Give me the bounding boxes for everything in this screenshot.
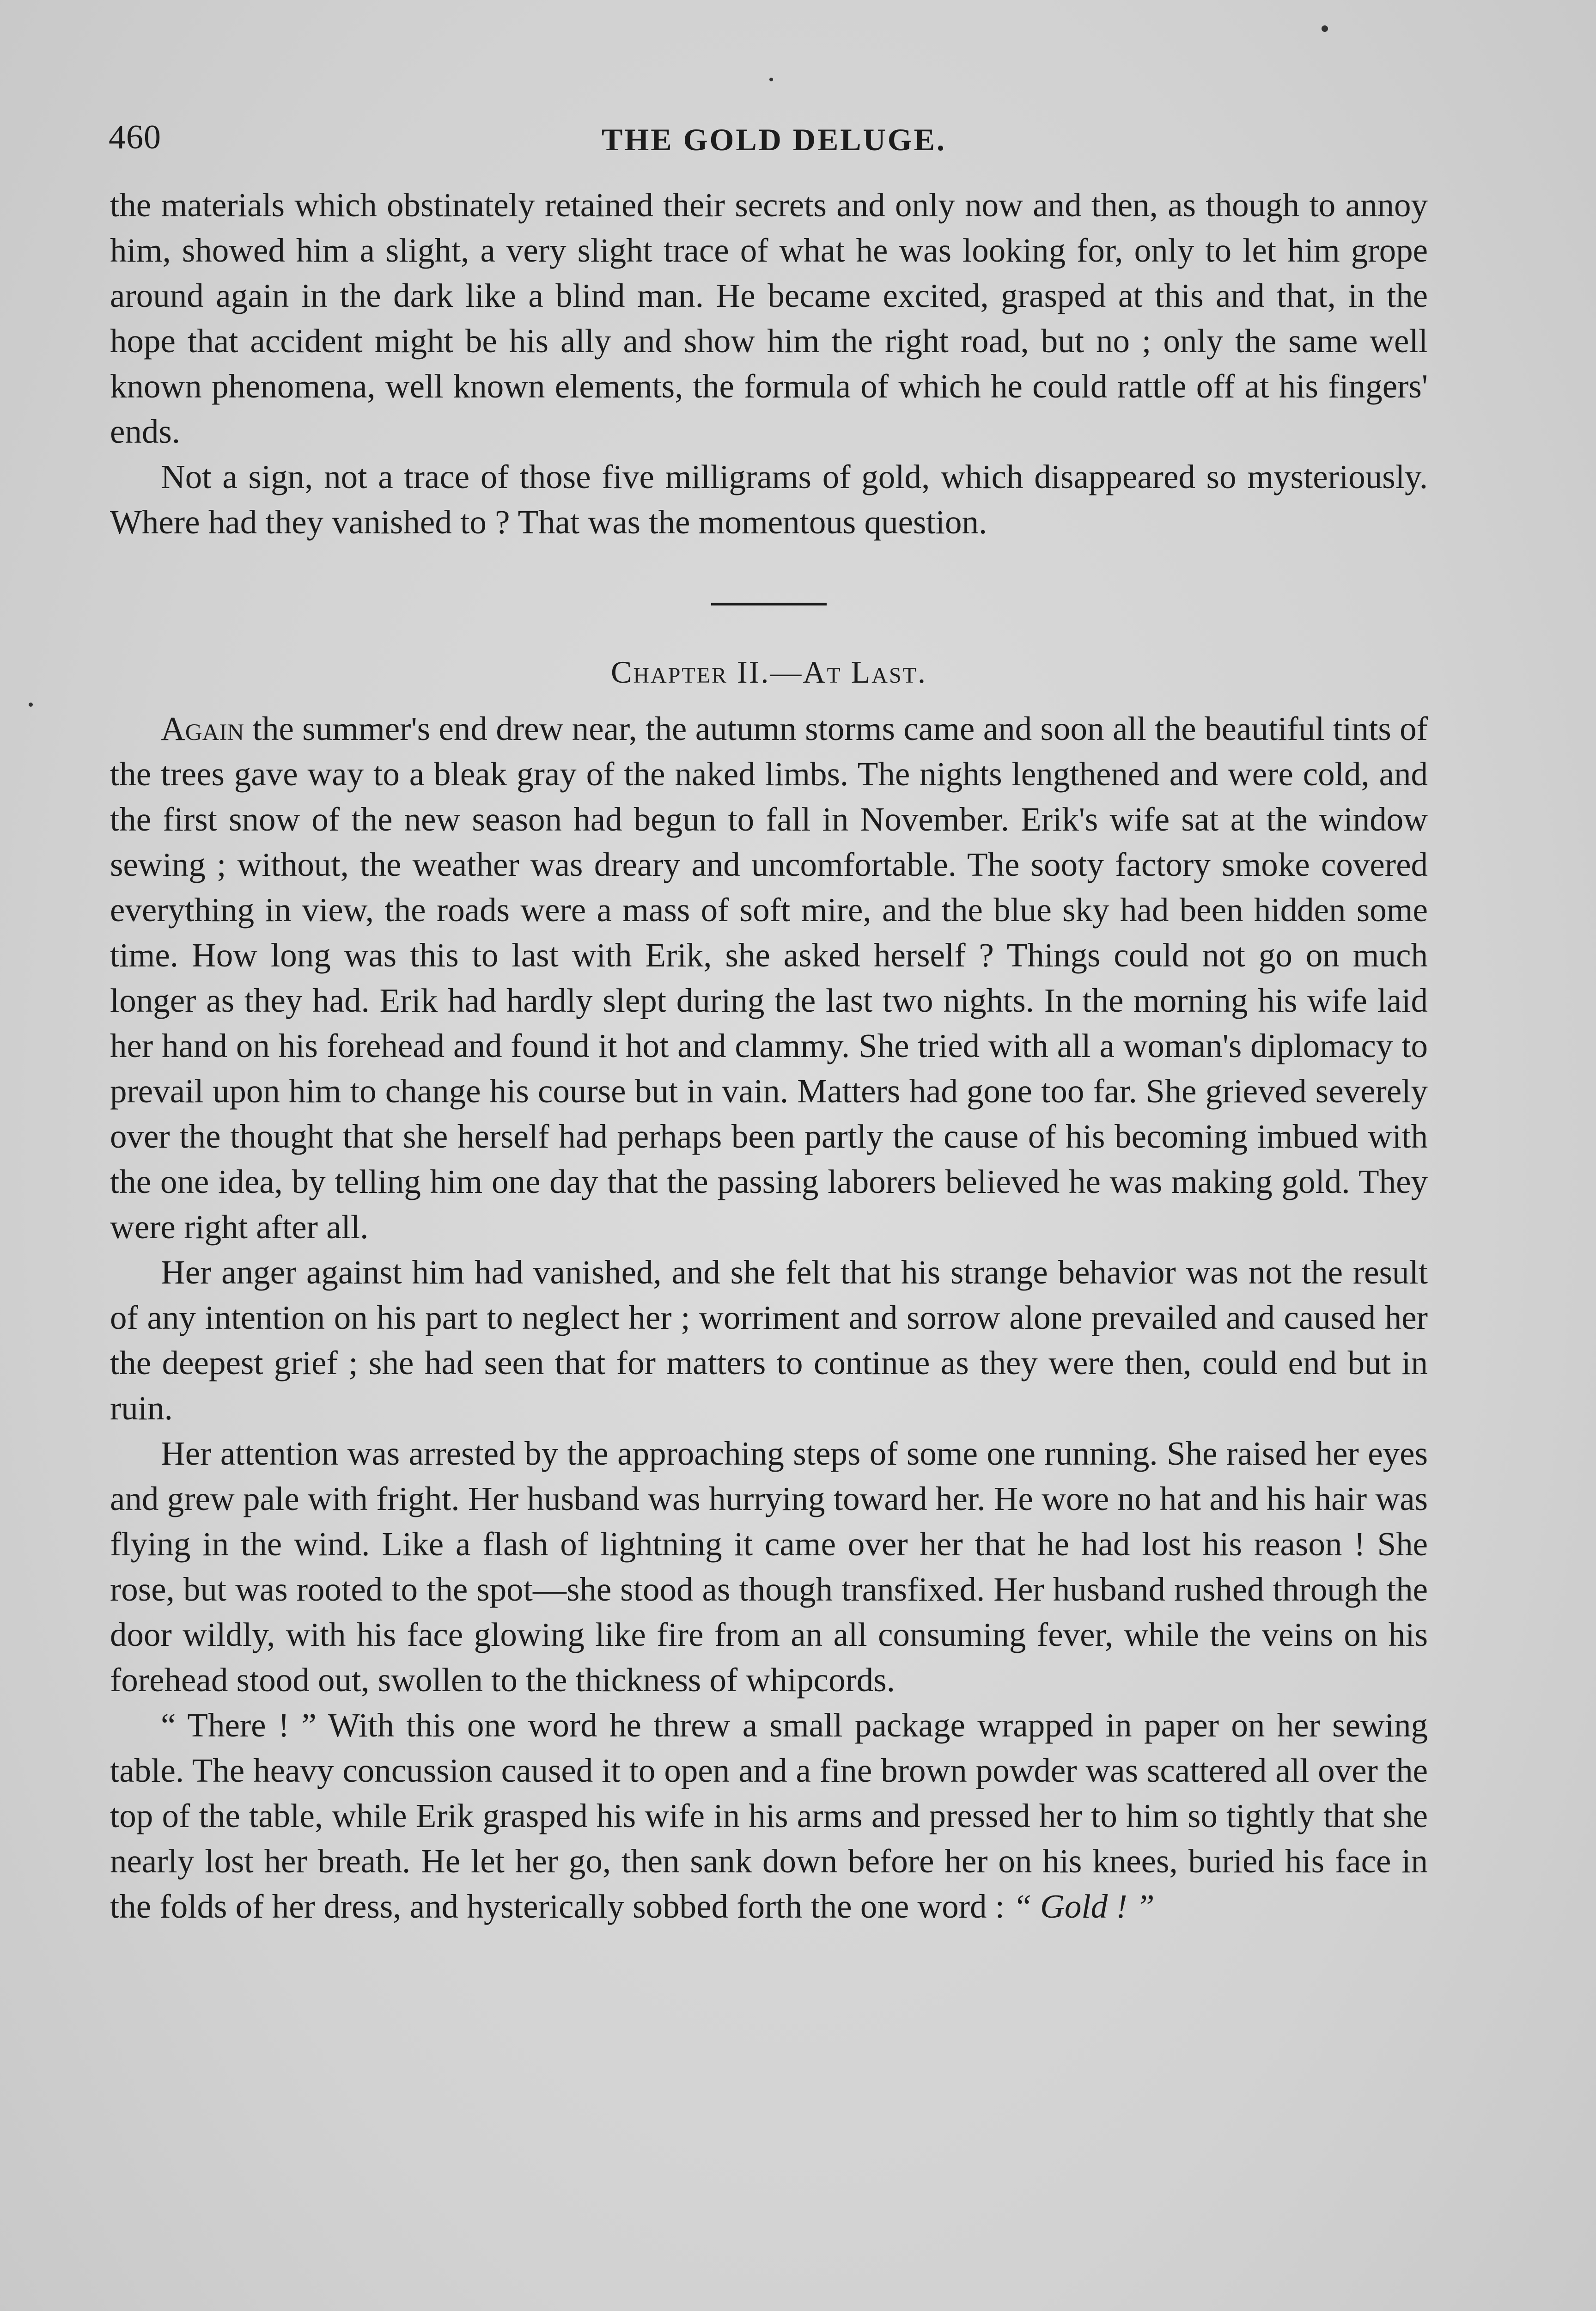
chapter-title: Chapter II.—At Last. [611,654,927,690]
paragraph-5: Her attention was arrested by the approaching steps of some one running. She raised her eyes and grew pale with fright. Her husband was hurrying toward her. He wore no hat and his hair was flying in the wind. Like a flash of lightning it came over her that he had lost his reason ! She rose, but was rooted to the spot—she stood as though transfixed. Her husband rushed through the door wildly, with his face glowing like fire from an all consuming fever, while the veins on his forehead stood out, swollen to the thickness of whipcords. [110,1435,1428,1699]
print-speck [29,703,33,707]
paragraph-6-text: “ There ! ” With this one word he threw a small package wrapped in paper on her sewing table. The heavy concussion caused it to open and a fine brown powder was scattered all over the top of the table, while Erik grasped his wife in his arms and pressed her to him so tightly that she nearly lost her breath. He let her go, then sank down before her on his knees, buried his face in the folds of her dress, and hysterically sobbed forth the one word : [110,1706,1428,1925]
paragraph-3-text: the summer's end drew near, the autumn storms came and soon all the beautiful tints of the trees gave way to a bleak gray of the naked limbs. The nights lengthened and were cold, and the first snow of the new season had begun to fall in November. Erik's wife sat at the window sewing ; without, the weather was dreary and uncomfortable. The sooty factory smoke covered everything in view, the roads were a mass of soft mire, and the blue sky had been hidden some time. How long was this to last with Erik, she asked herself ? Things could not go on much longer as they had. Erik had hardly slept during the last two nights. In the morning his wife laid her hand on his forehead and found it hot and clammy. She tried with all a woman's diplomacy to prevail upon him to change his course but in vain. Matters had gone too far. She grieved severely over the thought that she herself had perhaps been partly the cause of his becoming imbued with the one idea, by telling him one day that the passing laborers believed he was making gold. They were right after all. [110,710,1428,1246]
print-speck [1322,25,1328,32]
body-text [110,183,1428,1929]
paragraph-3 [110,706,1428,1250]
page-number: 460 [109,118,161,156]
paragraph-6 [110,1703,1428,1929]
print-speck [769,78,773,81]
section-rule [711,603,827,605]
paragraph-4: Her anger against him had vanished, and she felt that his strange behavior was not the result of any intention on his part to neglect her ; worriment and sorrow alone prevailed and caused her the deepest grief ; she had seen that for matters to continue as they were then, could end but in ruin. [110,1253,1428,1427]
paragraph-1: the materials which obstinately retained their secrets and only now and then, as though to annoy him, showed him a slight, a very slight trace of what he was looking for, only to let him grope around again in the dark like a blind man. He became excited, grasped at this and that, in the hope that accident might be his ally and show him the right road, but no ; only the same well known phenomena, well known elements, the formula of which he could rattle off at his fingers' ends. [110,186,1428,450]
paragraph-2: Not a sign, not a trace of those five milligrams of gold, which disappeared so mysteriously. Where had they vanished to ? That was the momentous question. [110,458,1428,541]
running-head: THE GOLD DELUGE. [601,122,947,157]
paragraph-3-lead-word: Again [161,710,244,747]
page-header [109,118,1439,169]
paragraph-6-exclamation: “ Gold ! ” [1013,1888,1155,1925]
